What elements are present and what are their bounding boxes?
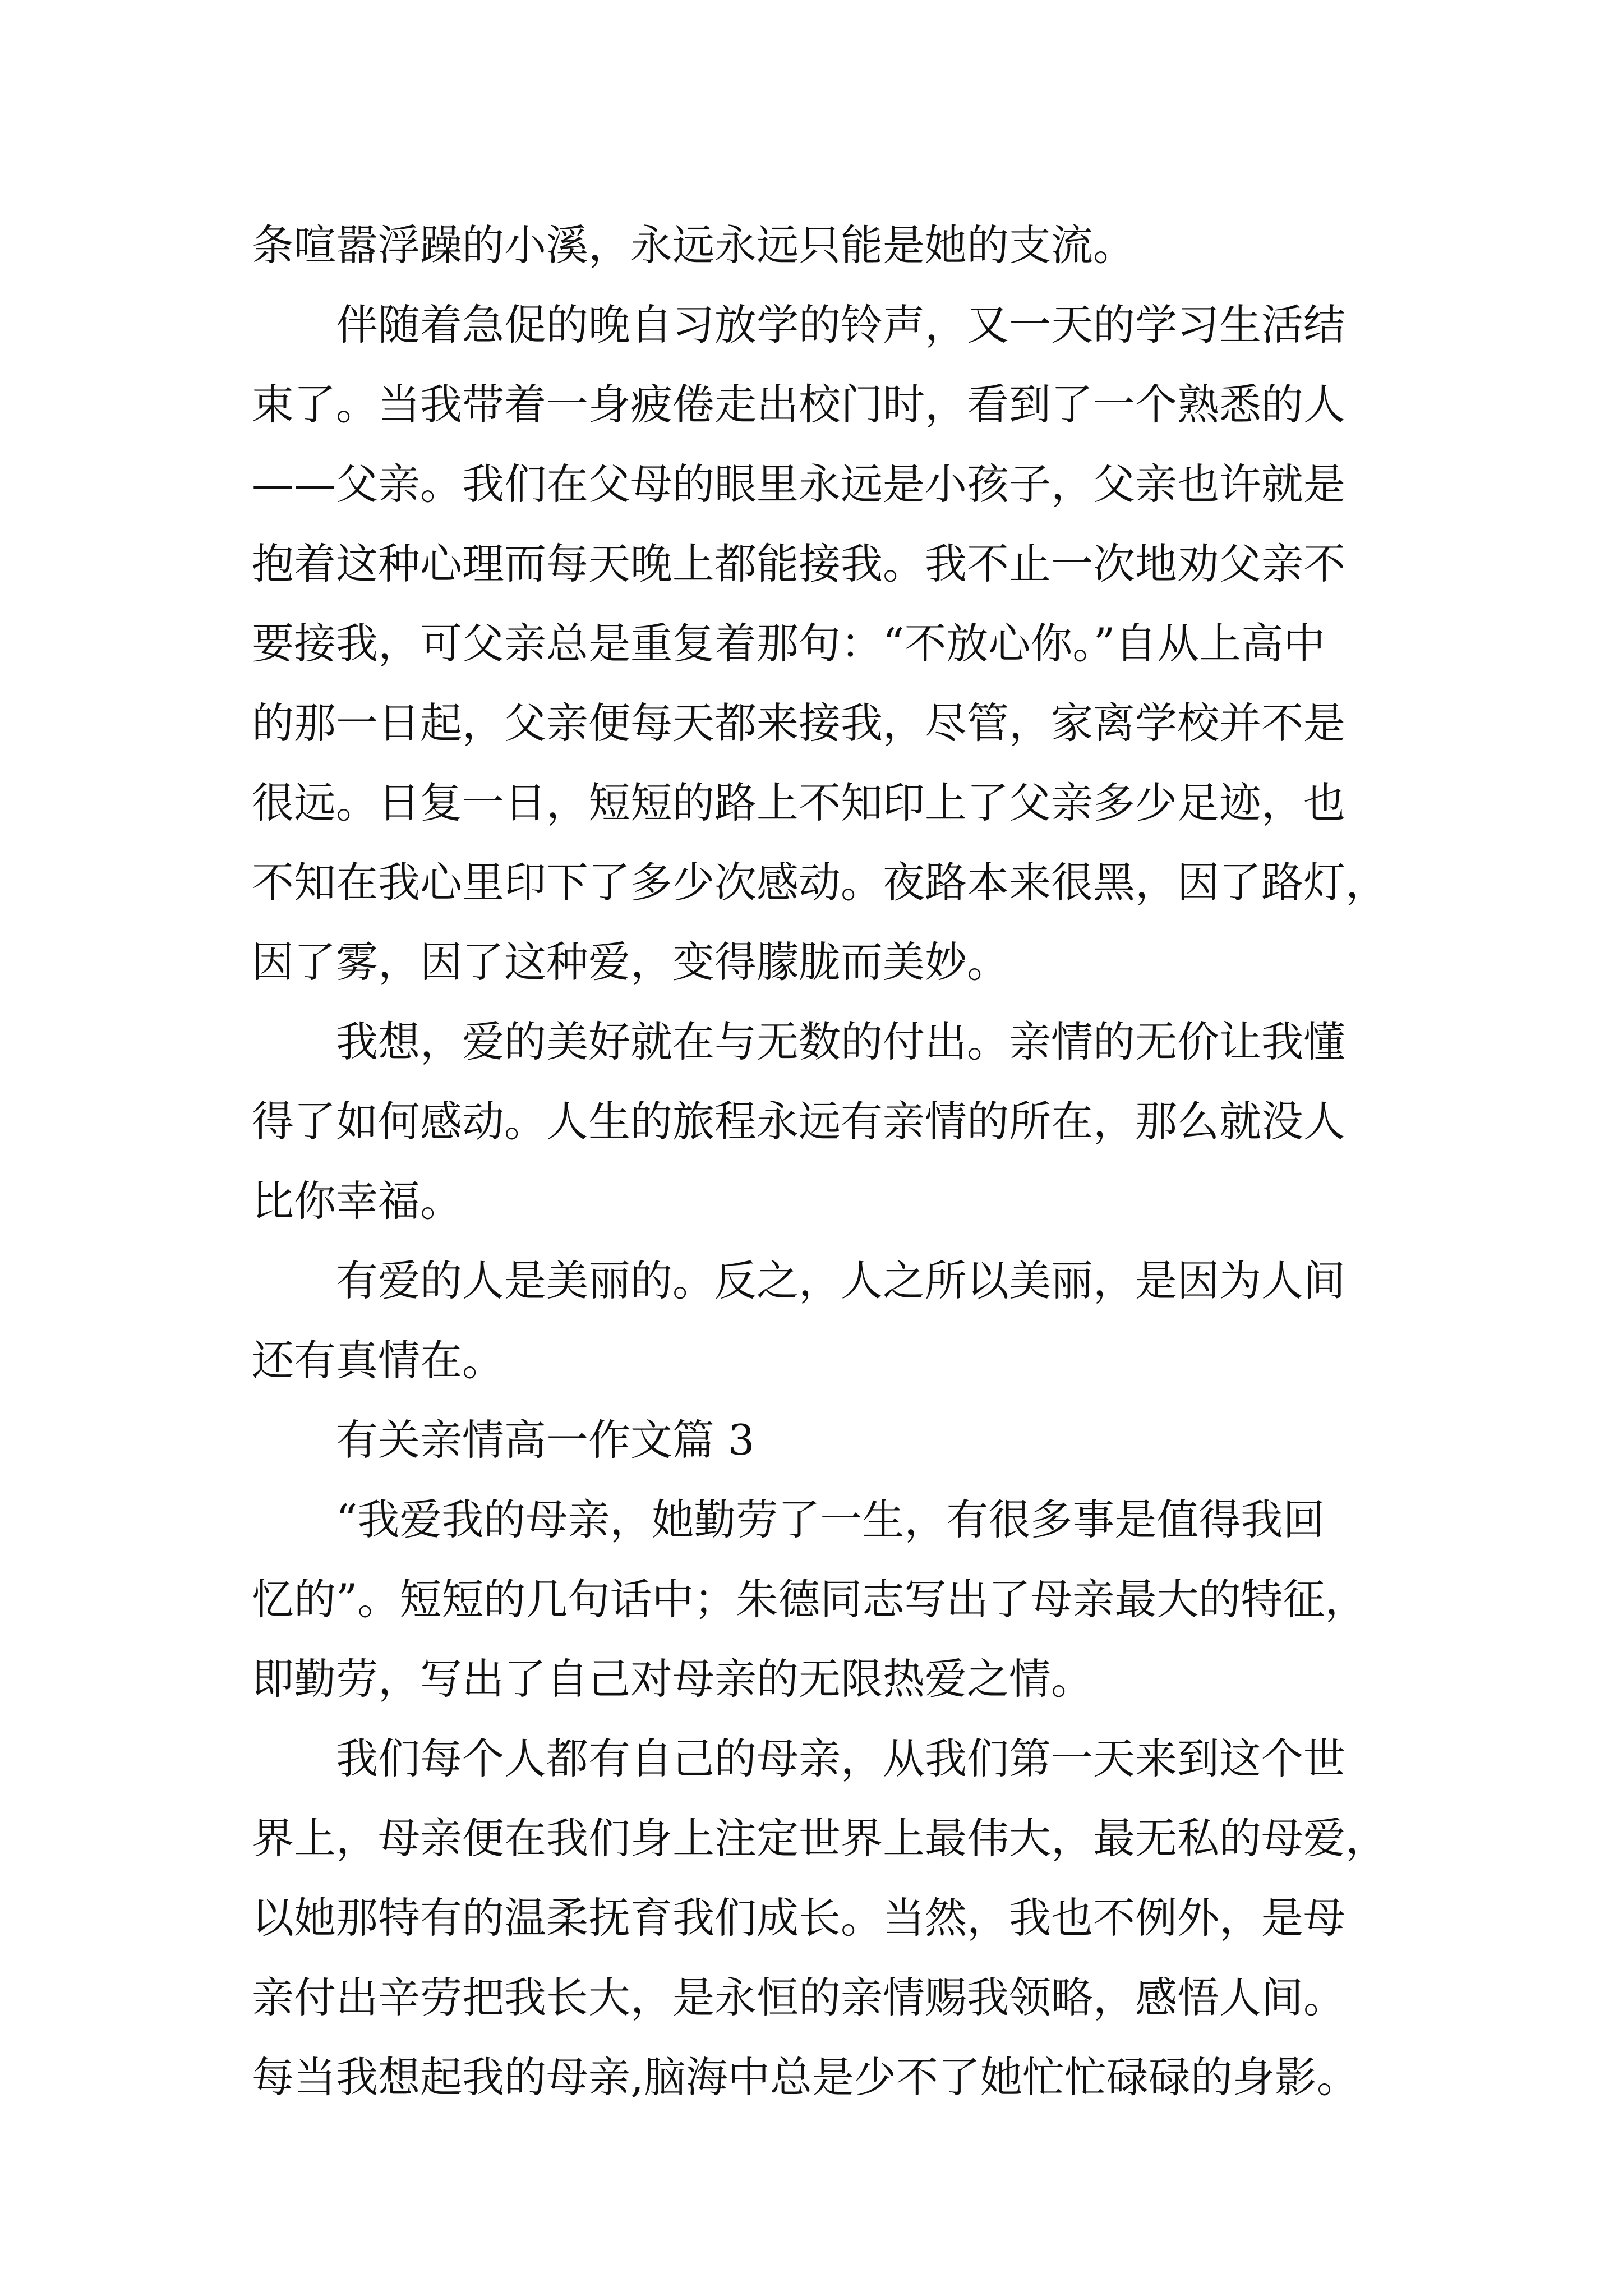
text-line: 条喧嚣浮躁的小溪，永远永远只能是她的支流。	[252, 220, 1136, 270]
text-line: 以她那特有的温柔抚育我们成长。当然，我也不例外，是母	[252, 1893, 1346, 1943]
text-line: 得了如何感动。人生的旅程永远有亲情的所在，那么就没人	[252, 1097, 1346, 1146]
text-line: ——父亲。我们在父母的眼里永远是小孩子，父亲也许就是	[252, 459, 1346, 509]
text-line: 很远。日复一日，短短的路上不知印上了父亲多少足迹，也	[252, 778, 1346, 827]
paragraph-start-line: 伴随着急促的晚自习放学的铃声，又一天的学习生活结	[336, 300, 1346, 349]
text-line: 忆的”。短短的几句话中；朱德同志写出了母亲最大的特征，	[252, 1575, 1367, 1624]
section-heading: 有关亲情高一作文篇 3	[336, 1415, 755, 1465]
text-line: 要接我，可父亲总是重复着那句：“不放心你。”自从上高中	[252, 619, 1326, 668]
text-line: 束了。当我带着一身疲倦走出校门时，看到了一个熟悉的人	[252, 380, 1346, 429]
paragraph-start-line: 我们每个人都有自己的母亲，从我们第一天来到这个世	[336, 1734, 1346, 1783]
text-line: 抱着这种心理而每天晚上都能接我。我不止一次地劝父亲不	[252, 539, 1346, 588]
text-line: 的那一日起，父亲便每天都来接我，尽管，家离学校并不是	[252, 698, 1346, 748]
text-line: 即勤劳，写出了自己对母亲的无限热爱之情。	[252, 1654, 1094, 1704]
paragraph-start-line: 有爱的人是美丽的。反之，人之所以美丽，是因为人间	[336, 1256, 1346, 1305]
text-line: 界上，母亲便在我们身上注定世界上最伟大，最无私的母爱，	[252, 1814, 1388, 1863]
paragraph-start-line: 我想，爱的美好就在与无数的付出。亲情的无价让我懂	[336, 1017, 1346, 1066]
text-line: 还有真情在。	[252, 1336, 505, 1385]
paragraph-start-line: “我爱我的母亲，她勤劳了一生，有很多事是值得我回	[336, 1495, 1325, 1544]
text-line: 不知在我心里印下了多少次感动。夜路本来很黑，因了路灯，	[252, 858, 1388, 907]
text-line: 比你幸福。	[252, 1176, 463, 1226]
text-line: 因了雾，因了这种爱，变得朦胧而美妙。	[252, 937, 1009, 987]
text-line: 每当我想起我的母亲,脑海中总是少不了她忙忙碌碌的身影。	[252, 2053, 1359, 2102]
text-line: 亲付出辛劳把我长大，是永恒的亲情赐我领略，感悟人间。	[252, 1973, 1346, 2022]
